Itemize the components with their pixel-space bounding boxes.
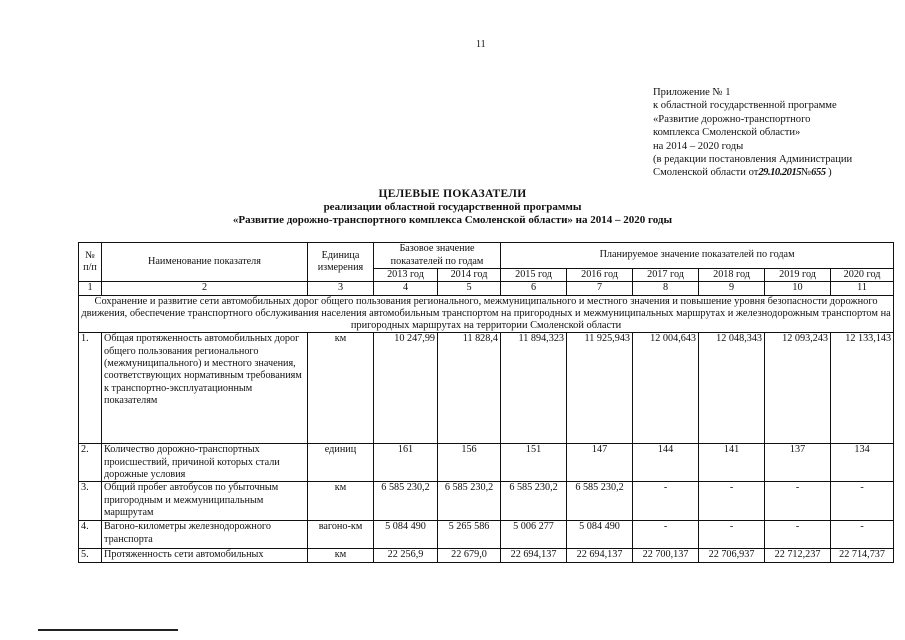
indicator-unit: вагоно-км — [308, 521, 374, 549]
indicator-value: - — [633, 521, 699, 549]
header-year: 2017 год — [633, 269, 699, 282]
indicator-value: 141 — [699, 444, 765, 482]
column-number-row — [79, 282, 894, 295]
column-number: 2 — [102, 282, 308, 295]
indicator-value: 151 — [501, 444, 567, 482]
indicator-value: 12 048,343 — [699, 333, 765, 444]
column-number: 6 — [501, 282, 567, 295]
column-number: 10 — [765, 282, 831, 295]
indicator-value: 137 — [765, 444, 831, 482]
table-row — [79, 549, 894, 563]
number-sign: № — [801, 167, 812, 179]
indicator-unit: км — [308, 549, 374, 563]
indicators-table — [78, 242, 894, 563]
indicator-value: - — [765, 482, 831, 521]
indicator-value: 22 694,137 — [501, 549, 567, 563]
footnote-divider — [38, 629, 178, 631]
document-title — [0, 188, 905, 227]
row-number: 4. — [79, 521, 102, 549]
indicator-value: 5 084 490 — [374, 521, 438, 549]
header-unit: Единица измерения — [308, 243, 374, 282]
indicator-value: 5 265 586 — [438, 521, 501, 549]
appendix-line-5: (в редакции постановления Администрации — [653, 154, 853, 166]
column-number: 5 — [438, 282, 501, 295]
column-number: 7 — [567, 282, 633, 295]
indicator-name: Общая протяженность автомобильных дорог общего пользования регионального (межмуниципального) и местного значения, соответствующих нормативным требованиям к транспортно-эксплуатационным показателям — [102, 333, 308, 444]
header-num: № п/п — [79, 243, 102, 282]
indicator-value: 6 585 230,2 — [567, 482, 633, 521]
indicator-value: 12 133,143 — [831, 333, 894, 444]
indicator-value: - — [633, 482, 699, 521]
indicator-unit: км — [308, 482, 374, 521]
header-year: 2014 год — [438, 269, 501, 282]
header-year: 2013 год — [374, 269, 438, 282]
indicator-value: 11 894,323 — [501, 333, 567, 444]
indicator-value: 5 006 277 — [501, 521, 567, 549]
header-year: 2019 год — [765, 269, 831, 282]
appendix-line-4: на 2014 – 2020 годы — [653, 140, 744, 152]
indicator-value: 22 714,737 — [831, 549, 894, 563]
header-year: 2020 год — [831, 269, 894, 282]
indicator-name: Протяженность сети автомобильных — [102, 549, 308, 563]
indicator-name: Вагоно-километры железнодорожного транспорта — [102, 521, 308, 549]
indicator-value: - — [831, 482, 894, 521]
indicator-value: - — [831, 521, 894, 549]
header-base: Базовое значение показателей по годам — [374, 243, 501, 269]
appendix-title: Приложение № 1 — [653, 87, 731, 98]
column-number: 3 — [308, 282, 374, 295]
appendix-line-6-suffix: ) — [825, 167, 832, 179]
indicator-value: 161 — [374, 444, 438, 482]
title-main: ЦЕЛЕВЫЕ ПОКАЗАТЕЛИ — [378, 188, 527, 200]
indicator-name: Общий пробег автобусов по убыточным пригородным и межмуниципальным маршрутам — [102, 482, 308, 521]
row-number: 3. — [79, 482, 102, 521]
title-line-3: «Развитие дорожно-транспортного комплекса Смоленской области» на 2014 – 2020 годы — [232, 214, 673, 226]
table-row — [79, 521, 894, 549]
column-number: 11 — [831, 282, 894, 295]
indicator-value: 12 093,243 — [765, 333, 831, 444]
section-row — [79, 295, 894, 333]
appendix-line-3: комплекса Смоленской области» — [653, 127, 801, 139]
header-year: 2015 год — [501, 269, 567, 282]
indicator-value: 134 — [831, 444, 894, 482]
indicator-value: 11 828,4 — [438, 333, 501, 444]
header-year: 2016 год — [567, 269, 633, 282]
indicator-value: 144 — [633, 444, 699, 482]
appendix-line-6 — [653, 166, 898, 179]
row-number: 2. — [79, 444, 102, 482]
table-row — [79, 444, 894, 482]
indicator-value: 10 247,99 — [374, 333, 438, 444]
indicator-value: 22 679,0 — [438, 549, 501, 563]
row-number: 5. — [79, 549, 102, 563]
indicator-value: 147 — [567, 444, 633, 482]
indicator-value: 5 084 490 — [567, 521, 633, 549]
indicator-value: 22 694,137 — [567, 549, 633, 563]
indicator-value: 6 585 230,2 — [501, 482, 567, 521]
header-row-1 — [79, 243, 894, 269]
header-planned: Планируемое значение показателей по годам — [501, 243, 894, 269]
indicator-value: 12 004,643 — [633, 333, 699, 444]
indicator-value: 6 585 230,2 — [374, 482, 438, 521]
row-number: 1. — [79, 333, 102, 444]
table-row — [79, 333, 894, 444]
indicator-value: - — [765, 521, 831, 549]
indicator-unit: км — [308, 333, 374, 444]
appendix-line-1: к областной государственной программе — [653, 100, 837, 112]
header-name: Наименование показателя — [102, 243, 308, 282]
indicator-unit: единиц — [308, 444, 374, 482]
handwritten-date: 29.10.2015 — [758, 167, 802, 179]
title-line-2: реализации областной государственной программы — [323, 201, 582, 213]
indicator-value: - — [699, 482, 765, 521]
appendix-note — [653, 86, 898, 180]
indicator-value: 156 — [438, 444, 501, 482]
handwritten-number: 655 — [811, 167, 826, 179]
indicator-value: 22 712,237 — [765, 549, 831, 563]
column-number: 8 — [633, 282, 699, 295]
column-number: 1 — [79, 282, 102, 295]
appendix-line-6-prefix: Смоленской области от — [653, 167, 759, 179]
table-row — [79, 482, 894, 521]
indicator-value: 22 706,937 — [699, 549, 765, 563]
section-heading: Сохранение и развитие сети автомобильных дорог общего пользования регионального, межмуниципального и местного значения и повышение уровня безопасности дорожного движения, обеспечение транспортного обслуживания населения автомобильным транспортом на пригородных и межмуниципальных маршрутах и железнодорожным транспортом на пригородных маршрутах на территории Смоленской области — [79, 295, 894, 333]
page-number: 11 — [476, 39, 486, 50]
column-number: 4 — [374, 282, 438, 295]
indicator-name: Количество дорожно-транспортных происшествий, причиной которых стали дорожные условия — [102, 444, 308, 482]
column-number: 9 — [699, 282, 765, 295]
indicator-value: 22 700,137 — [633, 549, 699, 563]
indicator-value: 11 925,943 — [567, 333, 633, 444]
indicator-value: 6 585 230,2 — [438, 482, 501, 521]
indicator-value: - — [699, 521, 765, 549]
indicator-value: 22 256,9 — [374, 549, 438, 563]
header-year: 2018 год — [699, 269, 765, 282]
appendix-line-2: «Развитие дорожно-транспортного — [653, 113, 811, 125]
